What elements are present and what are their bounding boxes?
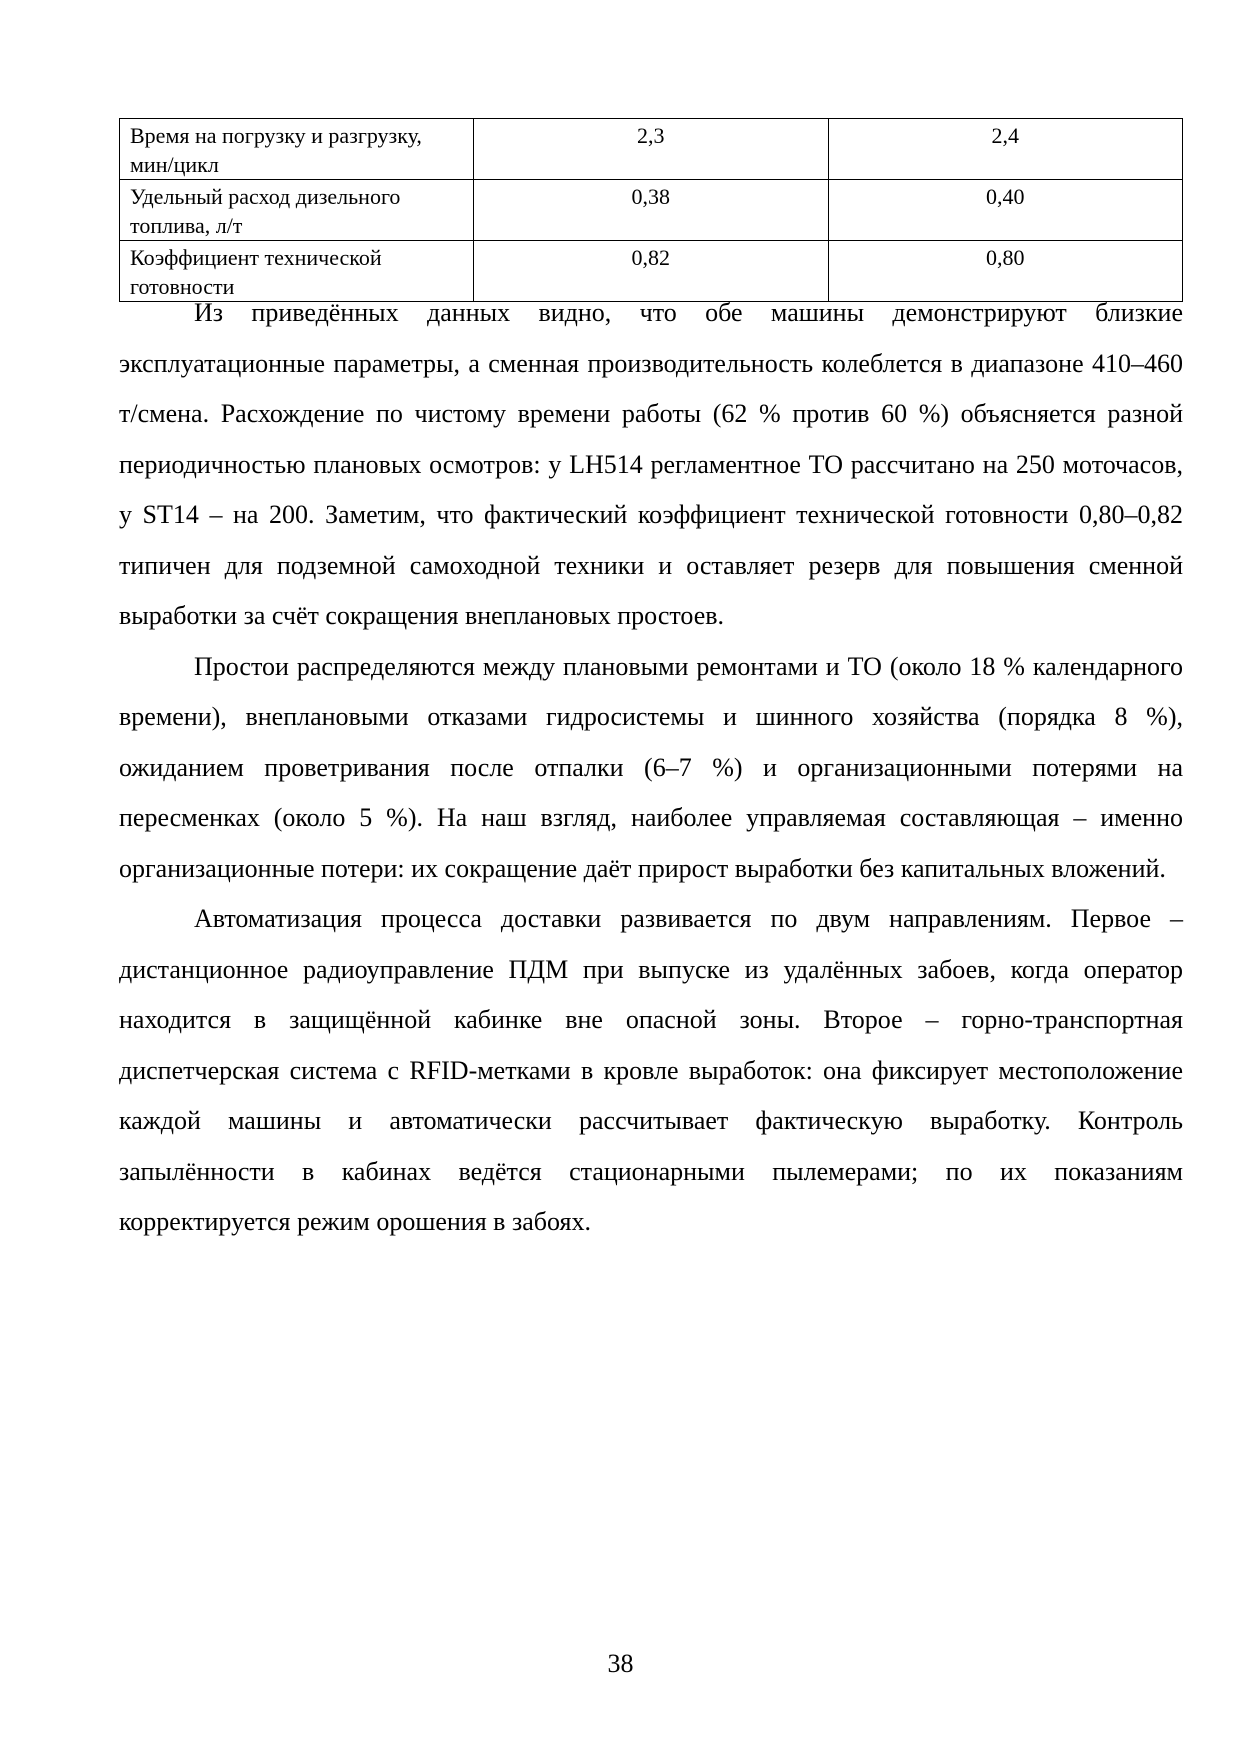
table-cell-label: Коэффициент технической готовности: [120, 241, 474, 302]
paragraph: Автоматизация процесса доставки развивается по двум направлениям. Первое – дистанционное радиоуправление ПДМ при выпуске из удалённых забоев, когда оператор находится в защищённой кабинке вне опасной зоны. Второе – горно-транспортная диспетчерская система с RFID-метками в кровле выработок: она фиксирует местоположение каждой машины и автоматически рассчитывает фактическую выработку. Контроль запылённости в кабинах ведётся стационарными пылемерами; по их показаниям корректируется режим орошения в забоях.: [119, 904, 1183, 1236]
page-number: 38: [607, 1649, 634, 1678]
table-cell-value: 0,40: [828, 180, 1183, 241]
table-cell-value: 2,4: [828, 119, 1183, 180]
table-cell-value: 2,3: [474, 119, 829, 180]
table-row: [120, 180, 1183, 241]
parameters-table: [119, 118, 1183, 302]
table-cell-value: 0,82: [474, 241, 829, 302]
body-text: [119, 288, 1183, 1248]
table-cell-value: 0,80: [828, 241, 1183, 302]
paragraph: Из приведённых данных видно, что обе машины демонстрируют близкие эксплуатационные параметры, а сменная производительность колеблется в диапазоне 410–460 т/смена. Расхождение по чистому времени работы (62 % против 60 %) объясняется разной периодичностью плановых осмотров: у LH514 регламентное ТО рассчитано на 250 моточасов, у ST14 – на 200. Заметим, что фактический коэффициент технической готовности 0,80–0,82 типичен для подземной самоходной техники и оставляет резерв для повышения сменной выработки за счёт сокращения внеплановых простоев.: [119, 298, 1183, 630]
table-cell-label: Время на погрузку и разгрузку, мин/цикл: [120, 119, 474, 180]
table-cell-value: 0,38: [474, 180, 829, 241]
paragraph: Простои распределяются между плановыми ремонтами и ТО (около 18 % календарного времени), внеплановыми отказами гидросистемы и шинного хозяйства (порядка 8 %), ожиданием проветривания после отпалки (6–7 %) и организационными потерями на пересменках (около 5 %). На наш взгляд, наиболее управляемая составляющая – именно организационные потери: их сокращение даёт прирост выработки без капитальных вложений.: [119, 651, 1183, 883]
table-row: [120, 119, 1183, 180]
table-cell-label: Удельный расход дизельного топлива, л/т: [120, 180, 474, 241]
